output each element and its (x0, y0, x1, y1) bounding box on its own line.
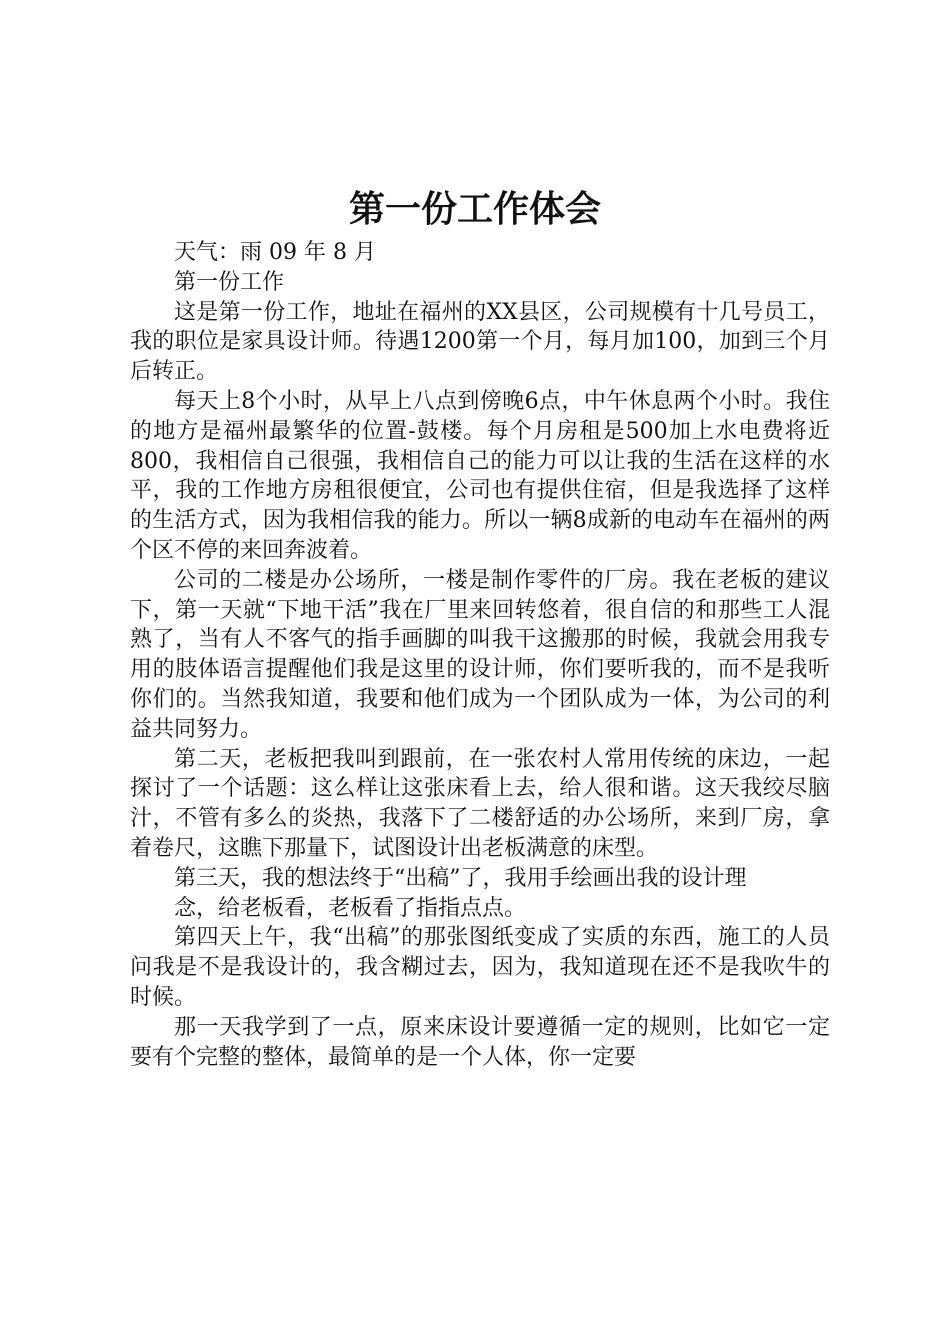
paragraph-lesson: 那一天我学到了一点，原来床设计要遵循一定的规则，比如它一定要有个完整的整体，最简单的是一个人体，你一定要 (130, 1014, 830, 1070)
paragraph-weather: 天气：雨 09 年 8 月 (174, 240, 376, 265)
document-body (130, 238, 830, 1072)
paragraph-subtitle: 第一份工作 (174, 269, 285, 295)
document-title: 第一份工作体会 (348, 189, 601, 230)
paragraph-day-three-cont: 念，给老板看，老板看了指指点点。 (174, 895, 527, 921)
paragraph-company-floor: 公司的二楼是办公场所，一楼是制作零件的厂房。我在老板的建议下，第一天就“下地干活”我在厂里来回转悠着，很自信的和那些工人混熟了，当有人不客气的指手画脚的叫我干这搬那的时候，我就会用我专用的肢体语言提醒他们我是这里的设计师，你们要听我的，而不是我听你们的。当然我知道，我要和他们成为一个团队成为一体，为公司的利益共同努力。 (130, 567, 830, 742)
paragraph-day-three: 第三天，我的想法终于“出稿”了，我用手绘画出我的设计理 (174, 865, 747, 891)
paragraph-day-four: 第四天上午，我“出稿”的那张图纸变成了实质的东西，施工的人员问我是不是我设计的，我含糊过去，因为，我知道现在还不是我吹牛的时候。 (130, 925, 830, 1010)
paragraph-daily-life: 每天上8个小时，从早上八点到傍晚6点，中午休息两个小时。我住的地方是福州最繁华的位置-鼓楼。每个月房租是500加上水电费将近800，我相信自己很强，我相信自己的能力可以让我的生活在这样的水平，我的工作地方房租很便宜，公司也有提供住宿，但是我选择了这样的生活方式，因为我相信我的能力。所以一辆8成新的电动车在福州的两个区不停的来回奔波着。 (130, 388, 830, 563)
paragraph-job-intro: 这是第一份工作，地址在福州的XX县区，公司规模有十几号员工，我的职位是家具设计师。待遇1200第一个月，每月加100，加到三个月后转正。 (130, 299, 830, 385)
paragraph-day-two: 第二天，老板把我叫到跟前，在一张农村人常用传统的床边，一起探讨了一个话题：这么样让这张床看上去，给人很和谐。这天我绞尽脑汁，不管有多么的炎热，我落下了二楼舒适的办公场所，来到厂房，拿着卷尺，这瞧下那量下，试图设计出老板满意的床型。 (130, 746, 830, 861)
